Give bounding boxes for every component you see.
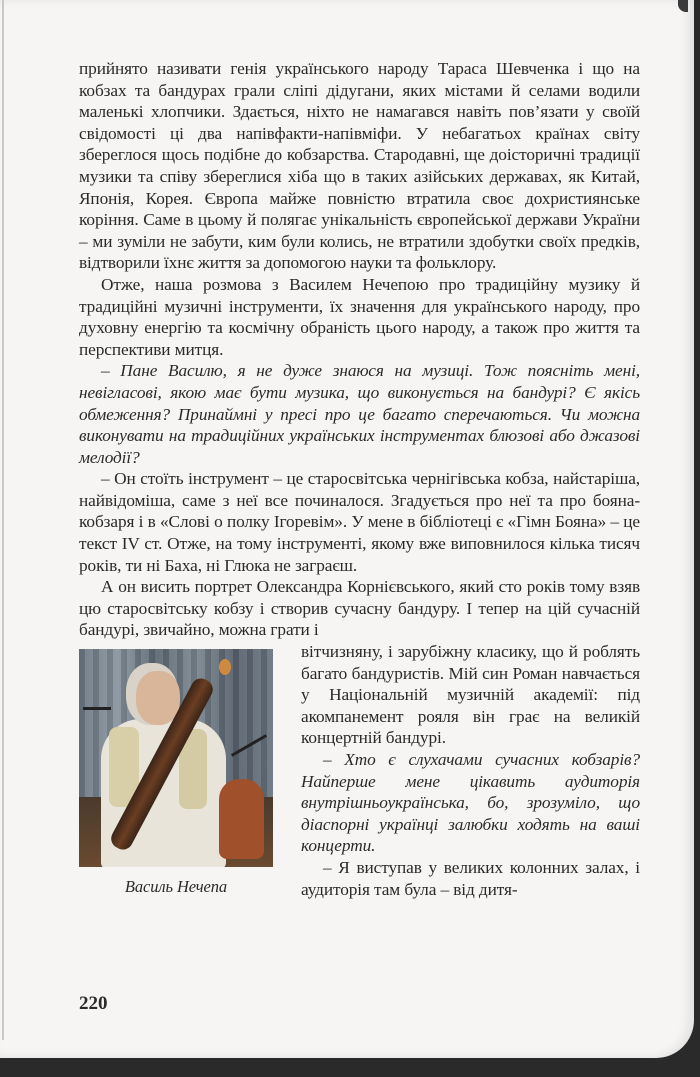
microphone-shape [83,707,111,710]
interview-answer-2: – Я виступав у великих колонних залах, і аудиторія там була – від дитя- [301,857,640,899]
body-text [79,58,640,900]
interview-answer-1: – Он стоїть інструмент – це старосвітська чернігівська кобза, найстаріша, найвідоміша, саме з неї все починалося. Згадується про неї та про бояна-кобзаря і в «Слові о полку Ігоревім». У мене в бібліотеці є «Гімн Бояна» – це текст IV ст. Отже, на тому інструменті, якому вже виповнилося кілька тисяч років, ти ні Баха, ні Глюка не заграєш. [79,469,640,575]
figure [79,649,285,898]
page-number: 220 [79,993,108,1014]
portrait-photo [79,649,273,867]
page-left-edge [2,0,4,1040]
interview-question-2: – Хто є слухачами сучасних кобзарів? Найперше мене цікавить аудиторія внутрішньоукраїнська, бо, зрозуміло, що діаспорні українці залюбки ходять на ваші концерти. [301,750,640,856]
figure-wrap-block [79,641,640,900]
page-corner-shadow [678,0,688,12]
paragraph-5-continued: вітчизняну, і зарубіжну класику, що й роблять багато бандуристів. Мій син Роман навчається у Національній музичній академії: під акомпанемент рояля він грає на великій концертній бандурі. [301,642,640,748]
paragraph-1: прийнято називати генія українського народу Тараса Шевченка і що на кобзах та бандурах грали сліпі дідугани, яких містами й селами водили маленькі хлопчики. Здається, ніхто не намагався навіть пов’язати у своїй свідомості ці два напівфакти-напівміфи. У небагатьох країнах світу збереглося щось подібне до кобзарства. Стародавні, ще доісторичні традиції музики та співу збереглися хіба що в таких азійських державах, як Китай, Японія, Корея. Європа майже повністю втратила своє дохристиянське коріння. Саме в цьому й полягає унікальність європейської держави України – ми зуміли не забути, ким були колись, не втратили здобутки своїх предків, відтворили їхнє життя за допомогою науки та фольклору. [79,59,640,273]
interview-question-1: – Пане Василю, я не дуже знаюся на музиці. Тож поясніть мені, невігласові, якою має бути музика, що виконується на бандурі? Є якісь обмеження? Принаймні у пресі про це багато сперечаються. Чи можна виконувати на традиційних українських інструментах блюзові або джазові мелодії? [79,361,640,467]
paragraph-5: А он висить портрет Олександра Корнієвського, який сто років тому взяв цю старосвітську кобзу і створив сучасну бандуру. І тепер на цій сучасній бандурі, звичайно, можна грати і [79,577,640,640]
figure-caption: Василь Нечепа [124,877,228,897]
second-bandura-shape [219,779,264,859]
paragraph-2: Отже, наша розмова з Василем Нечепою про традиційну музику й традиційні музичні інструменти, їх значення для українського народу, про духовну енергію та космічну обраність цього народу, а також про життя та перспективи митця. [79,274,640,359]
